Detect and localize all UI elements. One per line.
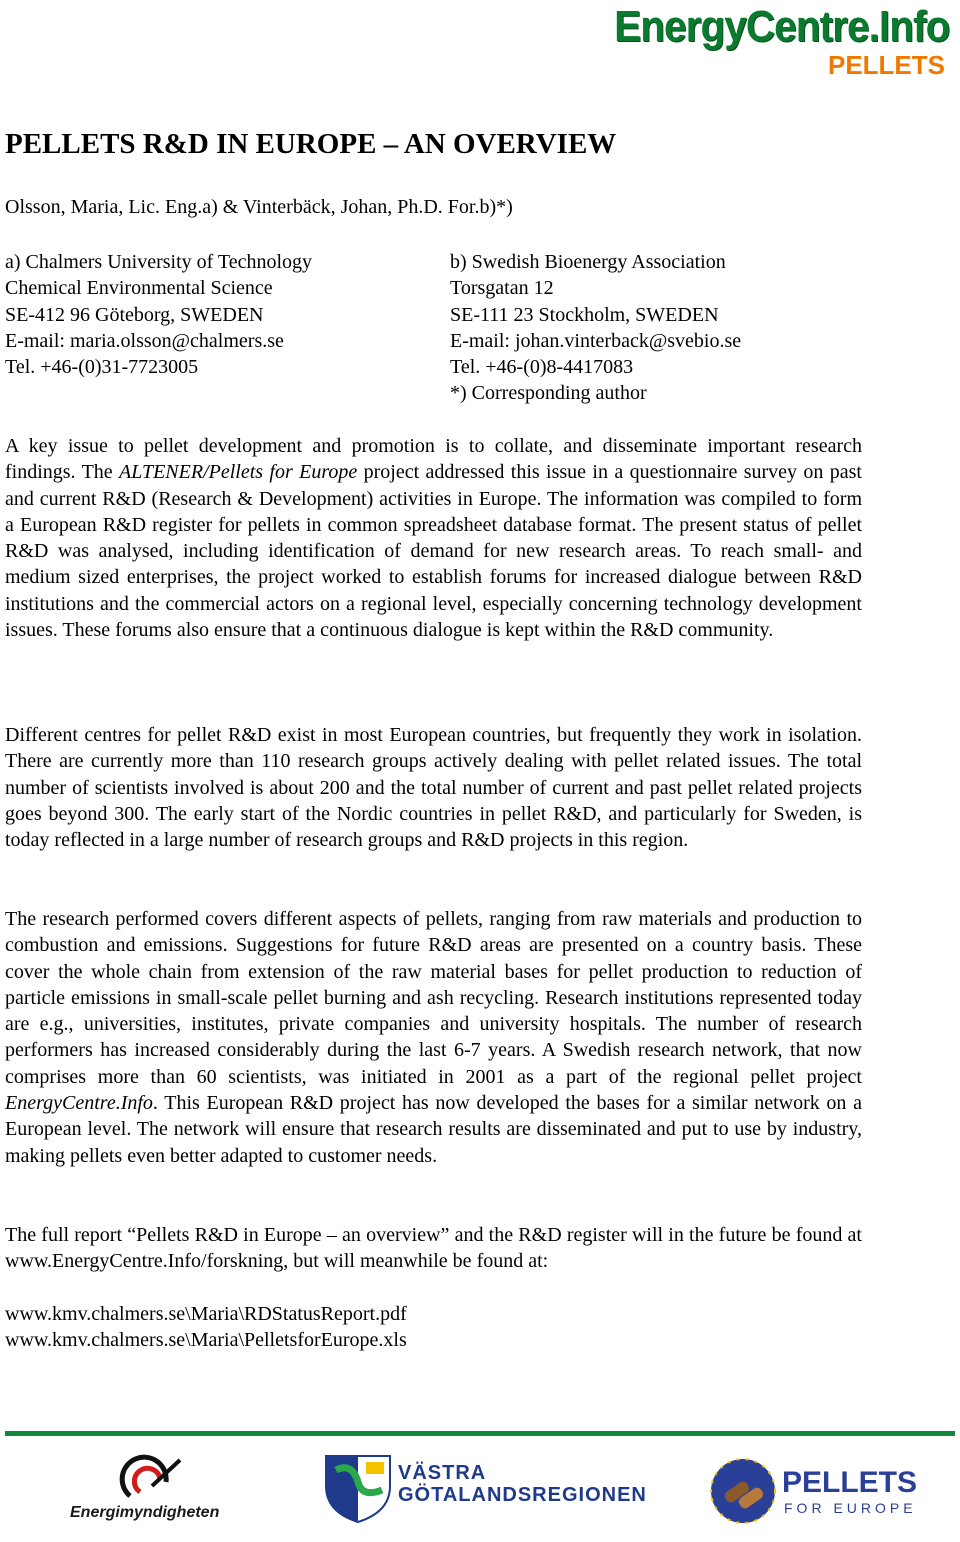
paragraph-intro <box>5 433 862 643</box>
vastra-line2: GÖTALANDSREGIONEN <box>398 1484 647 1506</box>
paragraph-text: project addressed this issue in a questionnaire survey on past and current R&D (Research & Development) activities in Europe. The information was compiled to form a European R&D register for pellets in common spreadsheet database format. The present status of pellet R&D was analysed, including identification of demand for new research areas. To reach small- and medium sized enterprises, the project worked to establish forums for increased dialogue between R&D institutions and the commercial actors on a regional level, especially concerning technology development issues. These forums also ensure that a continuous dialogue is kept within the R&D community. <box>5 461 862 642</box>
paragraph-text: The research performed covers different aspects of pellets, ranging from raw materials and production to combustion and emissions. Suggestions for future R&D areas are presented on a country basis. These cover the whole chain from extension of the raw material bases for pellet production to reduction of particle emissions in small-scale pellet burning and ash recycling. Research institutions represented today are e.g., universities, institutes, private companies and university hospitals. The number of research performers has increased considerably during the last 6-7 years. A Swedish research network, that now comprises more than 60 scientists, was initiated in 2001 as a part of the regional pellet project <box>5 908 862 1088</box>
energimyndigheten-emblem-icon <box>60 1452 240 1504</box>
energycentre-logo-text: EnergyCentre.Info <box>613 2 949 51</box>
affiliation-b-line: SE-111 23 Stockholm, SWEDEN <box>450 303 719 326</box>
affiliation-b-line: Torsgatan 12 <box>450 277 554 300</box>
vastra-shield-icon <box>322 1452 394 1524</box>
energimyndigheten-logo <box>60 1452 240 1532</box>
report-link-xls[interactable]: www.kmv.chalmers.se\Maria\PelletsforEurope.xls <box>5 1329 407 1352</box>
corresponding-author-note: *) Corresponding author <box>450 382 647 405</box>
affiliation-b-line: b) Swedish Bioenergy Association <box>450 251 726 273</box>
affiliation-b <box>450 249 741 407</box>
paragraph-text: A key issue to pellet development and promotion is to collate, and disseminate important research findings. The <box>5 435 862 484</box>
affiliation-a-line: SE-412 96 Göteborg, SWEDEN <box>5 303 264 326</box>
document-title: PELLETS R&D IN EUROPE – AN OVERVIEW <box>5 128 617 160</box>
project-name: EnergyCentre.Info <box>5 1092 153 1115</box>
energycentre-logo <box>555 2 955 84</box>
pellets-logo-line1: PELLETS <box>782 1466 918 1499</box>
paragraph-research <box>5 906 862 1169</box>
report-link-pdf[interactable]: www.kmv.chalmers.se\Maria\RDStatusReport.pdf <box>5 1303 407 1325</box>
affiliation-a <box>5 249 312 380</box>
affiliation-a-line: Chemical Environmental Science <box>5 277 273 300</box>
paragraph-text: . This European R&D project has now developed the bases for a similar network on a European level. The network will ensure that research results are disseminated and put to use by industry, making pellets even better adapted to customer needs. <box>5 1092 862 1167</box>
affiliation-b-phone: Tel. +46-(0)8-4417083 <box>450 356 634 379</box>
energimyndigheten-label: Energimyndigheten <box>70 1504 220 1521</box>
vastra-gotalandsregionen-logo <box>322 1452 647 1524</box>
affiliation-a-line: a) Chalmers University of Technology <box>5 251 313 273</box>
paragraph-centres: Different centres for pellet R&D exist in most European countries, but frequently they work in isolation. There are currently more than 110 research groups actively dealing with pellet related issues. The total number of scientists involved is about 200 and the total number of current and past pellet related projects goes beyond 300. The early start of the Nordic countries in pellet R&D, and particularly for Sweden, is today reflected in a large number of research groups and R&D projects in this region. <box>5 724 862 852</box>
affiliation-b-email: E-mail: johan.vinterback@svebio.se <box>450 329 742 352</box>
vastra-line1: VÄSTRA <box>398 1462 487 1484</box>
affiliation-a-email: E-mail: maria.olsson@chalmers.se <box>5 329 284 352</box>
pellets-logo-line2: FOR EUROPE <box>784 1500 917 1516</box>
pellets-globe-icon <box>708 1456 778 1526</box>
energycentre-logo-subtitle: PELLETS <box>827 50 945 80</box>
paragraph-report: The full report “Pellets R&D in Europe – an overview” and the R&D register will in the future be found at www.EnergyCentre.Info/forskning, but will meanwhile be found at: <box>5 1224 862 1273</box>
author-line: Olsson, Maria, Lic. Eng.a) & Vinterbäck, Johan, Ph.D. For.b)*) <box>5 196 513 218</box>
report-links <box>5 1301 407 1354</box>
footer-divider <box>5 1431 955 1436</box>
project-name: ALTENER/Pellets for Europe <box>119 461 358 484</box>
affiliation-a-phone: Tel. +46-(0)31-7723005 <box>5 356 199 379</box>
pellets-for-europe-logo <box>708 1452 958 1532</box>
